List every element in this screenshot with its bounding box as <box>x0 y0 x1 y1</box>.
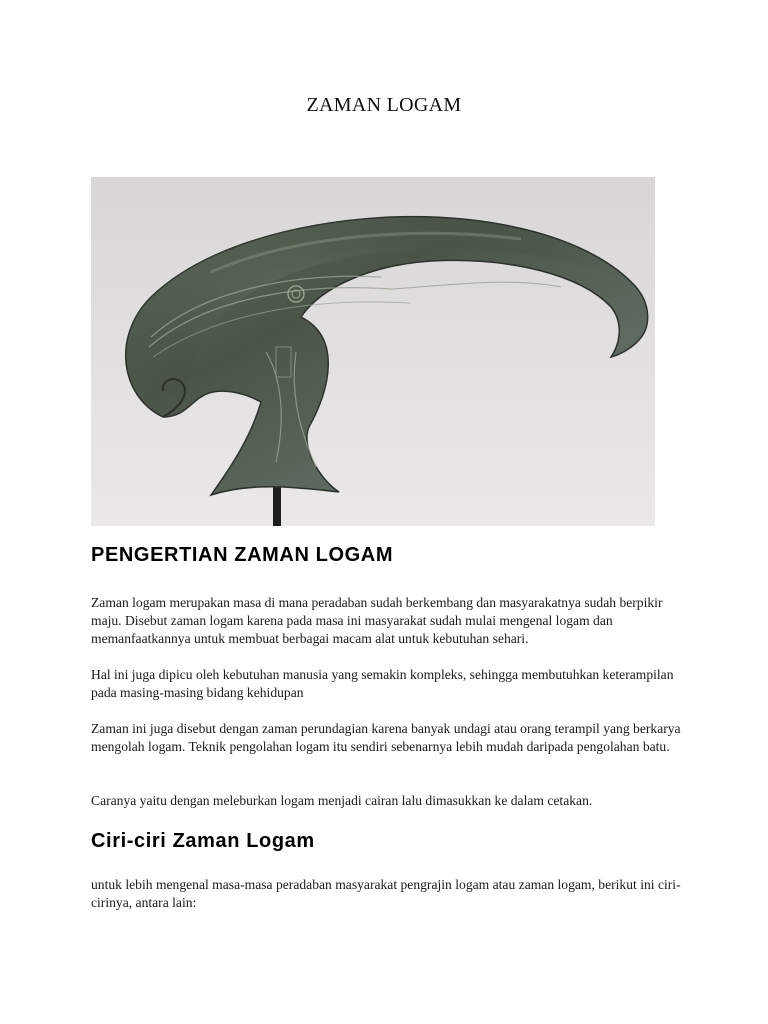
bronze-axe-photo <box>91 177 655 526</box>
section-heading-pengertian: PENGERTIAN ZAMAN LOGAM <box>91 544 394 566</box>
section-heading-ciri-ciri: Ciri-ciri Zaman Logam <box>91 830 315 852</box>
paragraph: Caranya yaitu dengan meleburkan logam menjadi cairan lalu dimasukkan ke dalam cetakan. <box>91 793 593 808</box>
document-title: ZAMAN LOGAM <box>306 94 462 116</box>
paragraph: Zaman logam merupakan masa di mana peradaban sudah berkembang dan masyarakatnya sudah berpikir maju. Disebut zaman logam karena pada masa ini masyarakat sudah mulai mengenal logam dan memanfaatkannya untuk membuat berbagai macam alat untuk kebutuhan sehari. <box>91 595 663 646</box>
paragraph: Hal ini juga dipicu oleh kebutuhan manusia yang semakin kompleks, sehingga membutuhkan keterampilan pada masing-masing bidang kehidupan <box>91 667 674 700</box>
paragraph: untuk lebih mengenal masa-masa peradaban masyarakat pengrajin logam atau zaman logam, berikut ini ciri-cirinya, antara lain: <box>91 877 681 910</box>
paragraph: Zaman ini juga disebut dengan zaman perundagian karena banyak undagi atau orang terampil yang berkarya mengolah logam. Teknik pengolahan logam itu sendiri sebenarnya lebih mudah daripada pengolahan batu. <box>91 721 681 754</box>
